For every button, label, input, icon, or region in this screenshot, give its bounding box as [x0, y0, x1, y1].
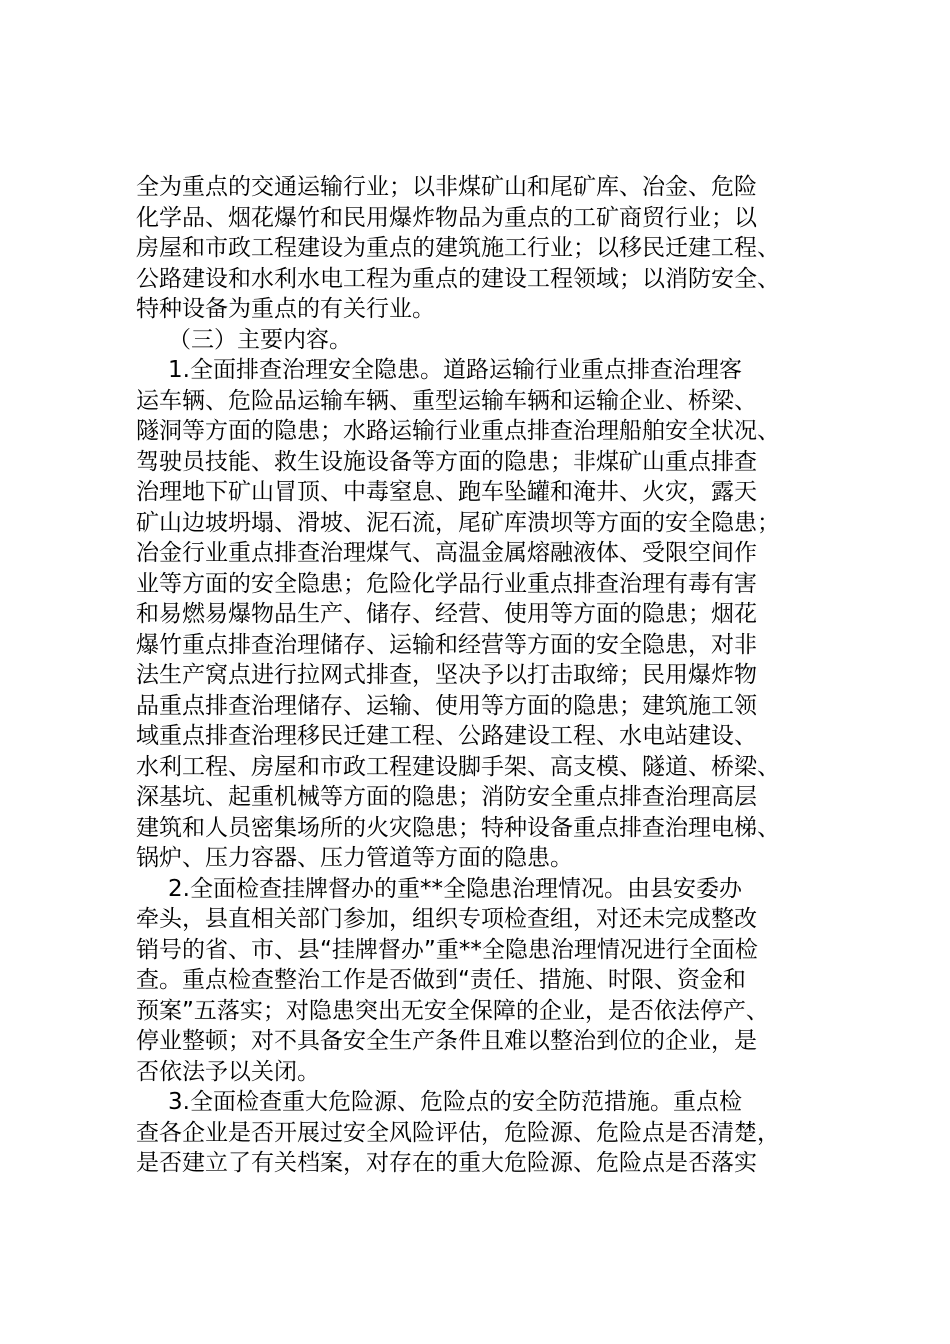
text-line: 特种设备为重点的有关行业。 [136, 296, 435, 322]
text-line: 冶金行业重点排查治理煤气、高温金属熔融液体、受限空间作 [136, 540, 757, 566]
text-line: 驾驶员技能、救生设施设备等方面的隐患；非煤矿山重点排查 [136, 448, 757, 475]
text-line: 公路建设和水利水电工程为重点的建设工程领域；以消防安全、 [136, 265, 780, 292]
document-body [136, 172, 836, 1179]
text-line: 牵头，县直相关部门参加，组织专项检查组，对还未完成整改 [136, 906, 757, 932]
text-line: 房屋和市政工程建设为重点的建筑施工行业；以移民迁建工程、 [136, 235, 780, 261]
section-heading-text: （三）主要内容。 [168, 326, 352, 353]
text-line: 水利工程、房屋和市政工程建设脚手架、高支模、隧道、桥梁、 [136, 753, 780, 780]
paragraph-item-2 [136, 874, 836, 1088]
text-line: 否依法予以关闭。 [136, 1058, 320, 1085]
text-line: 和易燃易爆物品生产、储存、经营、使用等方面的隐患；烟花 [136, 601, 757, 627]
text-line: 深基坑、起重机械等方面的隐患；消防安全重点排查治理高层 [136, 784, 757, 810]
text-line: 法生产窝点进行拉网式排查，坚决予以打击取缔；民用爆炸物 [136, 662, 757, 688]
text-line: 是否建立了有关档案，对存在的重大危险源、危险点是否落实 [136, 1150, 757, 1176]
text-line: 品重点排查治理储存、运输、使用等方面的隐患；建筑施工领 [136, 692, 757, 719]
text-line: 隧洞等方面的隐患；水路运输行业重点排查治理船舶安全状况、 [136, 418, 780, 444]
section-heading [136, 325, 836, 356]
text-line: 查。重点检查整治工作是否做到“责任、措施、时限、资金和 [136, 967, 746, 993]
paragraph-industries [136, 172, 836, 325]
text-line: 域重点排查治理移民迁建工程、公路建设工程、水电站建设、 [136, 723, 757, 749]
text-line: 全为重点的交通运输行业；以非煤矿山和尾矿库、冶金、危险 [136, 174, 757, 200]
text-line: 销号的省、市、县“挂牌督办”重**全隐患治理情况进行全面检 [136, 936, 758, 963]
text-line: 治理地下矿山冒顶、中毒窒息、跑车坠罐和淹井、火灾，露天 [136, 479, 757, 505]
text-line: 查各企业是否开展过安全风险评估，危险源、危险点是否清楚， [136, 1119, 780, 1146]
text-line: 矿山边坡坍塌、滑坡、泥石流，尾矿库溃坝等方面的安全隐患； [136, 509, 780, 536]
text-line: 预案”五落实；对隐患突出无安全保障的企业，是否依法停产、 [136, 997, 769, 1024]
text-line: 3.全面检查重大危险源、危险点的安全防范措施。重点检 [168, 1089, 742, 1115]
text-line: 1.全面排查治理安全隐患。道路运输行业重点排查治理客 [168, 357, 742, 383]
text-line: 业等方面的安全隐患；危险化学品行业重点排查治理有毒有害 [136, 570, 757, 597]
text-line: 锅炉、压力容器、压力管道等方面的隐患。 [136, 845, 573, 871]
text-line: 建筑和人员密集场所的火灾隐患；特种设备重点排查治理电梯、 [136, 814, 780, 841]
text-line: 停业整顿；对不具备安全生产条件且难以整治到位的企业，是 [136, 1028, 757, 1054]
text-line: 爆竹重点排查治理储存、运输和经营等方面的安全隐患，对非 [136, 631, 757, 658]
text-line: 2.全面检查挂牌督办的重**全隐患治理情况。由县安委办 [168, 875, 742, 902]
paragraph-item-1 [136, 355, 836, 874]
text-line: 化学品、烟花爆竹和民用爆炸物品为重点的工矿商贸行业；以 [136, 204, 757, 231]
text-line: 运车辆、危险品运输车辆、重型运输车辆和运输企业、桥梁、 [136, 387, 757, 414]
paragraph-item-3 [136, 1087, 836, 1179]
